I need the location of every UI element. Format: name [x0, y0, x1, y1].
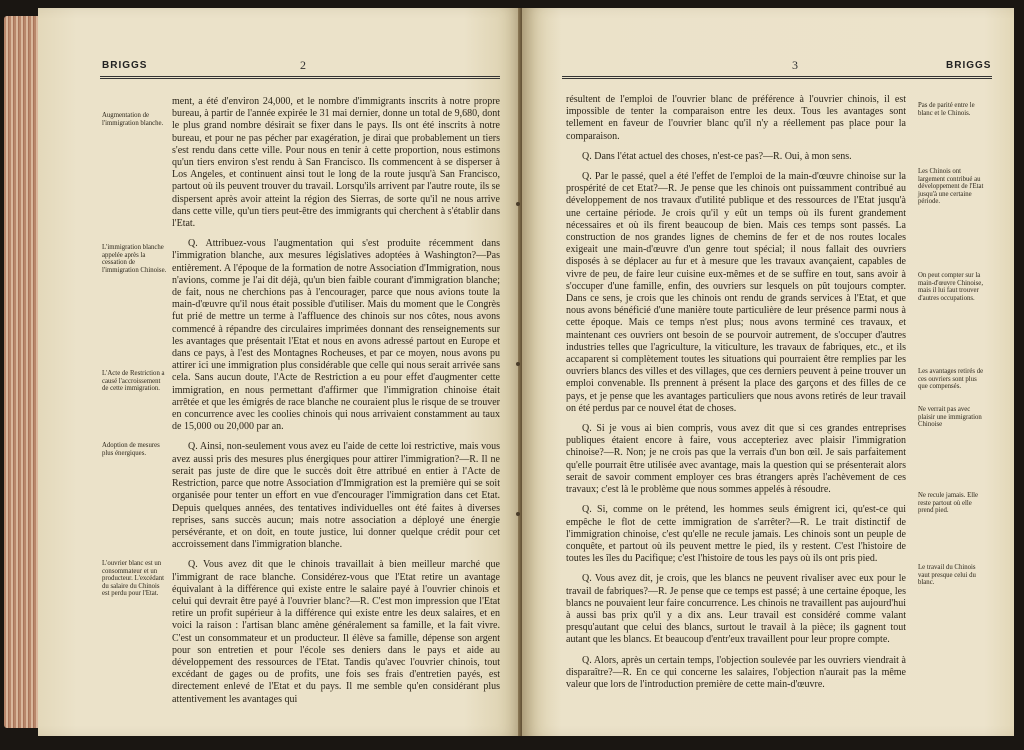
right-page	[522, 8, 1014, 736]
sidenote: Les Chinois ont largement contribué au développement de l'Etat jusqu'à une certaine période.	[918, 168, 984, 206]
sidenote: Ne verrait pas avec plaisir une immigration Chinoise	[918, 406, 982, 429]
sidenote: Pas de parité entre le blanc et le Chinois.	[918, 102, 975, 117]
paragraph: Q. Si je vous ai bien compris, vous avez dit que si ces grandes entreprises publiques étaient encore à faire, vous accepteriez avec plaisir l'immigration chinoise?—R. Non; je ne crois pas que la verrais d'un bon œil. Je sais parfaitement qu'elle pourrait être utilisée avec avantage, mais la question qui se présenterait alors serait de savoir comment employer ces bras étrangers après l'achèvement de ces travaux; c'est là le problème que nous sommes appelés à résoudre.	[566, 423, 906, 496]
binding-stitch	[516, 512, 520, 516]
paragraph: Q. Alors, après un certain temps, l'objection soulevée par les ouvriers viendrait à disparaître?—R. En ce qui concerne les salaires, l'objection n'aurait pas la même valeur que lors de l'introduction première de cette main-d'œuvre.	[566, 654, 906, 690]
running-header: BRIGGS	[102, 60, 148, 71]
header-rule	[100, 76, 500, 79]
binding-stitch	[516, 362, 520, 366]
sidenote: Le travail du Chinois vaut presque celui du blanc.	[918, 564, 976, 587]
paragraph: ment, a été d'environ 24,000, et le nombre d'immigrants inscrits à notre propre bureau, à partir de l'année expirée le 31 mai dernier, donne un total de 9,680, dont le plus grand nombre désirait se fixer dans le pays. Ils ont été inscrits à notre bureau, et pour ne pas pécher par exagération, je dirai que probablement un tiers s'est rendu dans cette ville. Pour nous en tenir à cette proportion, nous estimons qu'un tiers environ s'est rendu à San Francisco. Ils commencent à se disperser à Los Angeles, et continuent ainsi tout le long de la route jusqu'à San Francisco, partout où ils peuvent trouver du travail. Lorsqu'ils arrivent par l'autre route, ils se dispersent après avoir atteint la région des Sierras, de sorte qu'il ne nous arrive dans cette ville, qu'un tiers peut-être des immigrants qui cherchent à s'établir dans l'Etat.	[172, 96, 500, 230]
open-book	[4, 2, 1020, 746]
page-body	[172, 96, 500, 714]
paragraph: Q. Attribuez-vous l'augmentation qui s'est produite récemment dans l'immigration blanche, aux mesures législatives adoptées à Washington?—Pas entièrement. A l'époque de la formation de notre Association d'Immigration, nous n'avions, comme je l'ai dit déjà, qu'un bien faible courant d'immigration blanche; de fait, nous ne cherchions pas à l'encourager, parce que nous avions toute la main-d'œuvre qu'il nous était possible d'utiliser. Mais du moment que le Congrès fut prié de mettre un terme à l'affluence des chinois sur nos côtes, nous avons commencé à répandre des circulaires imprimées donnant des renseignements sur les avantages que présentait l'Etat et nous en avons adressé partout en Europe et dans ce pays, à l'est des Montagnes Rocheuses, et par ce moyen, nous avons pu attirer ici une immigration plus considérable que celle qui nous serait arrivée sans cela. Sans aucun doute, l'Acte de Restriction a eu pour effet d'augmenter cette immigration, en nous permettant d'affirmer que l'immigration chinoise était arrêtée et que les émigrés de race blanche ne couraient plus le risque de se trouver en concurrence avec les coolies chinois qui nous arrivaient constamment au taux de 15,000 ou 20,000 par an.	[172, 238, 500, 433]
left-page	[38, 8, 522, 736]
paragraph: résultent de l'emploi de l'ouvrier blanc de préférence à l'ouvrier chinois, il est impossible de tenter la comparaison entre les deux. Tous les avantages sont tellement en faveur de l'ouvrier blanc qu'il n'y a réellement pas place pour la comparaison.	[566, 94, 906, 142]
sidenote: Ne recule jamais. Elle reste partout où elle prend pied.	[918, 492, 979, 515]
page-number: 2	[300, 58, 306, 72]
sidenote: Augmentation de l'immigration blanche.	[102, 112, 164, 127]
header-rule	[562, 76, 992, 79]
paragraph: Q. Par le passé, quel a été l'effet de l'emploi de la main-d'œuvre chinoise sur la prospérité de cet Etat?—R. Je pense que les chinois ont puissamment contribué au développement de nos travaux d'utilité publique et des ressources de l'Etat jusqu'à une certaine période. Je crois qu'il y eût un temps où ils furent grandement nécessaires et où ils firent beaucoup de bien. Mais ces temps sont passés. La construction de nos grandes lignes de chemins de fer et de nos routes locales exigeait une main-d'œuvre d'un genre tout spécial; il nous fallait des ouvriers disposés à se déplacer au fur et à mesure que les travaux avançaient, capables de vivre de peu, de faire leur cuisine eux-mêmes et de se suffire en tout, sans avoir à s'occuper d'une famille, enfin, des ouvriers sur lesquels on pût toujours compter. Dans ce sens, je crois que les chinois ont rendu de grands services à l'Etat, et que nous avons bénéficié d'une manière toute particulière de leur présence parmi nous à cette époque. Mais ce temps n'est plus; nous avons terminé ces travaux, et maintenant ces ouvriers ont besoin de se pourvoir autrement, de s'occuper d'autres industries telles que l'agriculture, la viticulture, les travaux de fabriques, etc., et ils accaparent si complètement toutes les situations qui pourraient être remplies par les ouvriers blancs des villes et des villages, que ces derniers peuvent à peine trouver un emploi convenable. Ils prennent à présent la place des garçons et des filles de ce pays, et je pense que les avantages particuliers que nous avons retirés de leur travail on été perdus par ce nouvel état de choses.	[566, 171, 906, 414]
sidenote: Les avantages retirés de ces ouvriers sont plus que compensés.	[918, 368, 984, 391]
paragraph: Q. Vous avez dit que le chinois travaillait à bien meilleur marché que l'immigrant de race blanche. Considérez-vous que l'Etat retire un avantage équivalant à la différence qui existe entre le salaire payé à l'ouvrier chinois et celui qui devrait être payé à l'ouvrier blanc?—R. C'est mon impression que l'Etat retire un profit supérieur à la différence qui existe entre les deux salaires, et en voici la raison : l'artisan blanc amène généralement sa famille, et la fait vivre. C'est un consommateur et un producteur. Il élève sa famille, dépense son argent pour son entretien et pour l'école ses deniers dans le pays et aide au développement des ressources de l'Etat. Tandis qu'avec l'ouvrier chinois, tout excédant de gages ou de profits, une fois ses frais d'entretien payés, est directement enlevé de l'Etat et du pays. Il me semble qu'en considérant plus attentivement les avantages qui	[172, 559, 500, 705]
paragraph: Q. Vous avez dit, je crois, que les blancs ne peuvent rivaliser avec eux pour le travail de fabriques?—R. Je pense que ce temps est passé; à une certaine époque, les blancs ne pouvaient leur faire concurrence. Les chinois ne travaillent pas aujourd'hui à aussi bas prix qu'il y a dix ans. Leur travail est considéré comme valant presqu'autant que celui des blancs, surtout le travail à la pièce; ils gagnent tout autant que les blancs. Et beaucoup d'entr'eux travaillent pour leur propre compte.	[566, 573, 906, 646]
paragraph: Q. Si, comme on le prétend, les hommes seuls émigrent ici, qu'est-ce qui empêche le flot de cette immigration de s'arrêter?—R. Le trait distinctif de l'immigration chinoise, c'est qu'elle ne recule jamais. Les chinois sont un peuple de conquête, et partout où ils peuvent mettre le pied, ils y restent. C'est l'histoire de toutes les îles du Pacifique; c'est l'histoire de tous les pays où ils ont pris pied.	[566, 504, 906, 565]
sidenote: L'Acte de Restriction a causé l'accroissement de cette immigration.	[102, 370, 165, 393]
paragraph: Q. Ainsi, non-seulement vous avez eu l'aide de cette loi restrictive, mais vous avez aussi pris des mesures plus énergiques pour attirer l'immigration?—R. Il ne serait pas juste de dire que le succès doit être attribué en entier à l'Acte de Restriction, parce que notre Association d'Immigration est la première qui se soit organisée pour tenter un effort en vue d'encourager l'immigration dans cet Etat. Depuis quelques années, des tentatives individuelles ont été faites à diverses reprises, sans succès aucun; mais notre association a déployé une énergie persévérante, et on doit, en toute justice, lui donner quelque crédit pour cet accroissement dans l'immigration blanche.	[172, 441, 500, 551]
running-header: BRIGGS	[946, 60, 992, 71]
paragraph: Q. Dans l'état actuel des choses, n'est-ce pas?—R. Oui, à mon sens.	[582, 150, 852, 162]
sidenote: On peut compter sur la main-d'œuvre Chinoise, mais il lui faut trouver d'autres occupations.	[918, 272, 984, 302]
sidenote: L'ouvrier blanc est un consommateur et un producteur. L'excédant du salaire du Chinois est perdu pour l'Etat.	[102, 560, 164, 598]
sidenote: L'immigration blanche appelée après la cessation de l'immigration Chinoise.	[102, 244, 167, 274]
page-body	[566, 94, 906, 699]
sidenote: Adoption de mesures plus énergiques.	[102, 442, 160, 457]
binding-stitch	[516, 202, 520, 206]
page-number: 3	[792, 58, 798, 72]
